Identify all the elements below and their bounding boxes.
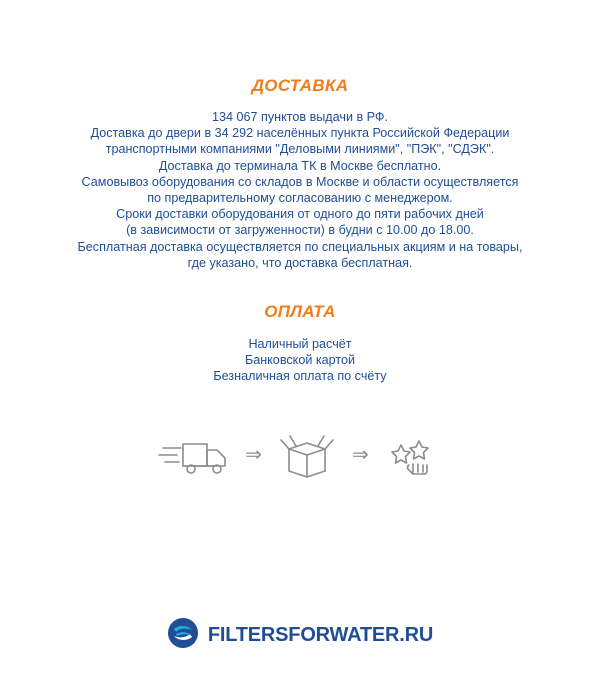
delivery-line: транспортными компаниями "Деловыми линиями", "ПЭК", "СДЭК". [105,142,495,157]
page-root [0,76,600,676]
arrow-right-icon: ⇒ [245,443,262,466]
delivery-line: где указано, что доставка бесплатная. [187,255,413,270]
delivery-line: (в зависимости от загруженности) в будни с 10.00 до 18.00. [126,223,474,238]
payment-section-text [20,336,580,385]
payment-line: Банковской картой [244,353,356,368]
delivery-line: 134 067 пунктов выдачи в РФ. [212,110,388,124]
process-icon-row [0,431,600,481]
delivery-line: Сроки доставки оборудования от одного до пяти рабочих дней [116,207,484,222]
rating-stars-hand-icon [383,431,443,481]
payment-line: Безналичная оплата по счёту [213,369,387,384]
site-footer [0,617,600,654]
arrow-right-icon: ⇒ [352,443,369,466]
delivery-section-text [20,109,580,271]
delivery-line: Бесплатная доставка осуществляется по специальных акциям и на товары, [77,239,523,254]
delivery-line: по предварительному согласованию с менеджером. [147,191,453,206]
swirl-logo-icon [167,617,199,654]
open-box-icon [276,431,338,481]
delivery-section-title: ДОСТАВКА [251,76,349,95]
brand-name: FILTERSFORWATER.RU [207,624,434,646]
delivery-line: Самовывоз оборудования со складов в Москве и области осуществляется [81,174,519,189]
delivery-line: Доставка до терминала ТК в Москве бесплатно. [158,158,442,173]
payment-line: Наличный расчёт [248,337,352,352]
delivery-truck-icon [157,432,231,480]
delivery-line: Доставка до двери в 34 292 населённых пункта Российской Федерации [90,126,510,141]
payment-section-title: ОПЛАТА [264,302,336,322]
